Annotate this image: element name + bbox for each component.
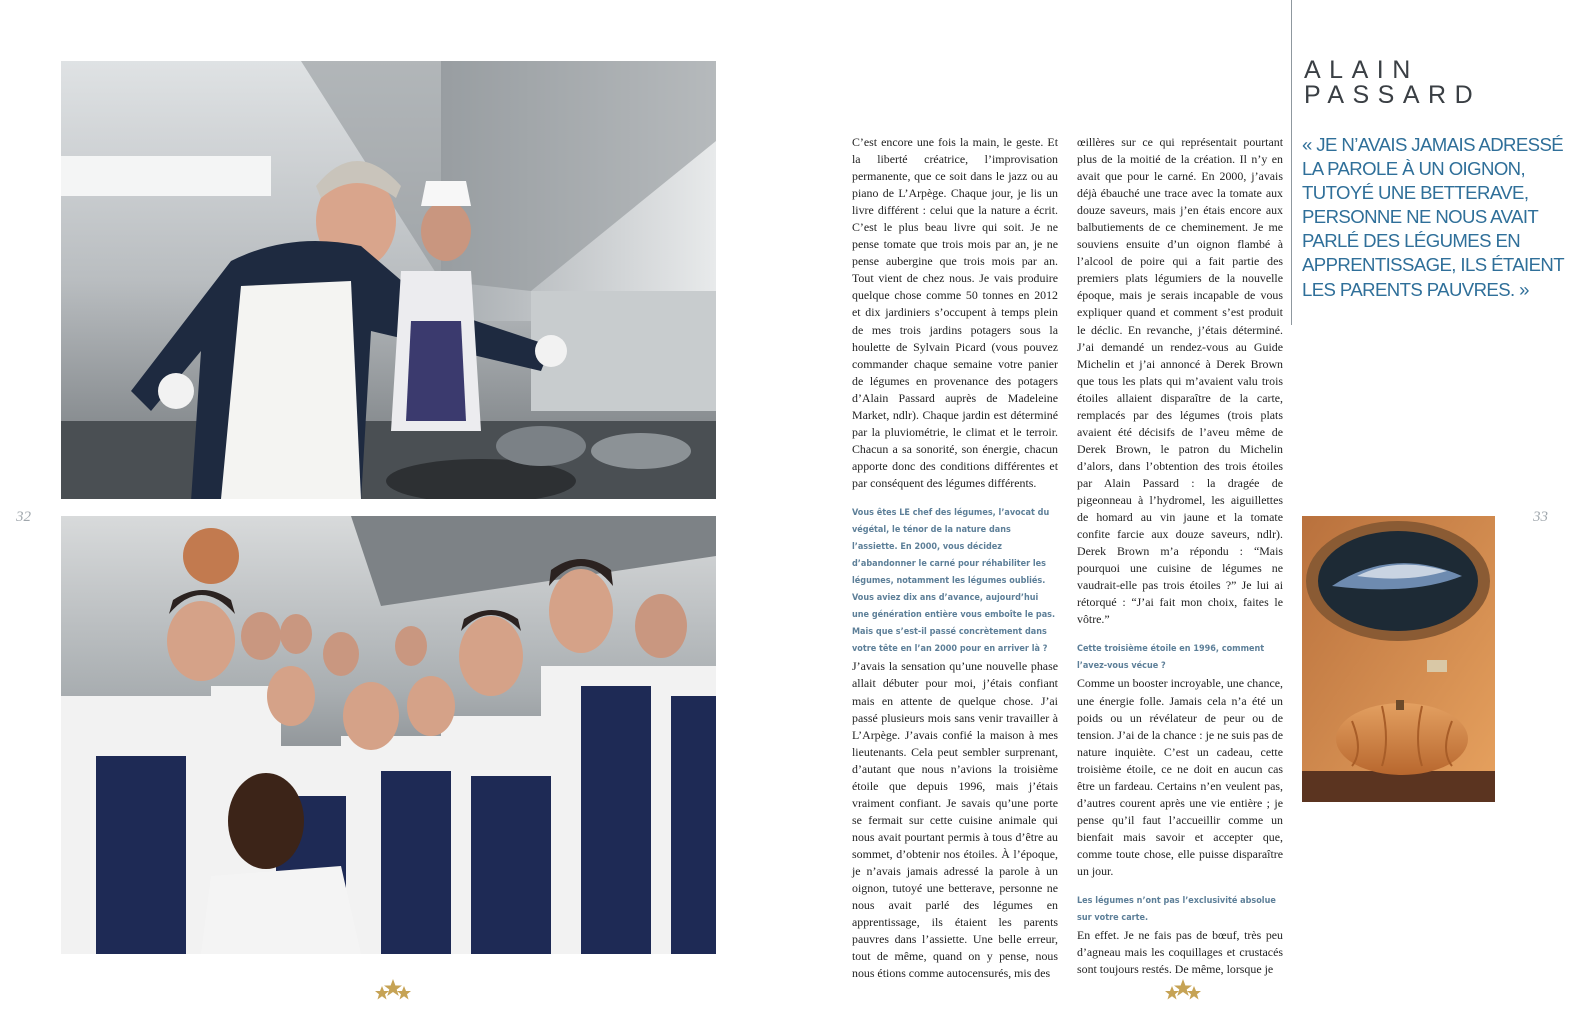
- column2-paragraph-3: En effet. Je ne fais pas de bœuf, très peu d’agneau mais les coquillages et crustacés sont toujours restés. De même, lorsque je: [1077, 928, 1283, 977]
- interview-question-1: Vous êtes LE chef des légumes, l’avocat du végétal, le ténor de la nature dans l’assiette. En 2000, vous décidez d’abandonner le carné pour réhabiliter les légumes, notamment les légumes oubliés. Vous aviez dix ans d’avance, aujourd’hui une génération entière vous emboîte le pas. Mais que s’est-il passé concrètement dans votre tête en l’an 2000 pour en arriver là ?: [852, 507, 1056, 655]
- article-column-1: [852, 134, 1058, 982]
- pumpkin-window-photo: [1302, 516, 1495, 802]
- kitchen-team-photo: [61, 516, 716, 954]
- interview-question-2: Cette troisième étoile en 1996, comment l’avez-vous vécue ?: [1077, 644, 1265, 672]
- column1-paragraph-2: J’avais la sensation qu’une nouvelle phase allait débuter pour moi, j’étais confiant mais en attente de quelque chose. J’ai passé plusieurs mois sans venir travailler à L’Arpège. J’avais confié la maison à mes lieutenants. Cela peut sembler surprenant, d’autant que nous n’avions la troisième étoile que depuis 1996, mais j’étais vraiment confiant. Je savais qu’une porte se fermait sur cette cuisine animale qui nous avait pourtant permis à tous d’être au sommet, d’obtenir nos étoiles. À l’époque, je n’avais jamais adressé la parole à un oignon, tutoyé une betterave, personne ne nous avait parlé des légumes en apprentissage, ils étaient les parents pauvres dans l’assiette. Une belle erreur, tout de même, quand on y pense, nous nous étions comme autocensurés, mis des: [852, 659, 1058, 981]
- page-number-right: 33: [1533, 509, 1548, 525]
- chef-first-name: ALAIN: [1304, 56, 1419, 84]
- chef-cooking-photo: [61, 61, 716, 499]
- pull-quote: « JE N’AVAIS JAMAIS ADRESSÉ LA PAROLE À UN OIGNON, TUTOYÉ UNE BETTERAVE, PERSONNE NE NOUS AVAIT PARLÉ DES LÉGUMES EN APPRENTISSAGE, ILS ÉTAIENT LES PARENTS PAUVRES. »: [1302, 134, 1564, 300]
- interview-question-3: Les légumes n’ont pas l’exclusivité absolue sur votre carte.: [1077, 896, 1276, 924]
- article-column-2: [1077, 134, 1283, 978]
- chef-name: [1304, 58, 1481, 108]
- page-number-left: 32: [16, 509, 31, 525]
- stars-icon-right: [1163, 978, 1203, 1002]
- column1-paragraph-1: C’est encore une fois la main, le geste. Et la liberté créatrice, l’improvisation permanente, que ce soit dans le jazz ou au piano de L’Arpège. Chaque jour, je lis un livre différent : celui que la nature a écrit. C’est le plus beau livre qui soit. Je ne pense tomate que trois mois par an, je ne pense aubergine que trois mois par an. Tout vient de chez nous. Je vais produire quelque chose comme 50 tonnes en 2012 et dix jardiniers s’occupent à temps plein de mes trois jardins potagers sous la houlette de Sylvain Picard (vous pouvez commander chaque semaine votre panier de légumes en provenance des potagers d’Alain Passard auprès de Madeleine Market, ndlr). Chaque jardin est déterminé par la pluviométrie, le climat et le terroir. Chacun a sa sonorité, son énergie, chacun apporte donc des conditions différentes et par conséquent des légumes différents.: [852, 135, 1058, 490]
- column2-paragraph-2: Comme un booster incroyable, une chance, une énergie folle. Jamais cela n’a été un poids ou un révélateur de peur ou de tension. J’ai de la chance : je ne suis pas de nature inquiète. C’est un cadeau, cette troisième étoile, ce ne doit en aucun cas être un fardeau. Certains n’en veulent pas, d’autres courent après une vie entière ; je pense qu’il faut l’accueillir comme un bienfait mais savoir et accepter que, comme toute chose, elle puisse disparaître un jour.: [1077, 676, 1283, 878]
- chef-last-name: PASSARD: [1304, 81, 1482, 109]
- header-sidebar: [1291, 0, 1570, 325]
- stars-icon-left: [373, 978, 413, 1002]
- column2-paragraph-1: œillères sur ce qui représentait pourtant plus de la moitié de la création. Il n’y en avait que pour le carné. En 2000, j’avais déjà ébauché une trace avec la tomate aux douze saveurs, mais j’en étais encore aux balbutiements de ce cheminement. Je me souviens ensuite d’un oignon flambé à l’alcool de poire qui a fait partie des premiers plats légumiers de la nouvelle époque, mais je serais incapable de vous expliquer quand et comment s’est produit le déclic. En revanche, j’étais déterminé. J’ai demandé un rendez-vous au Guide Michelin et j’ai annoncé à Derek Brown que tous les plats qui m’avaient valu trois étoiles allaient disparaître de la carte, remplacés par des légumes (trois plats avaient été décisifs de l’aveu même de Derek Brown, le patron du Michelin d’alors, dans l’obtention des trois étoiles par Alain Passard : la dragée de pigeonneau à l’hydromel, les aiguillettes de homard au vin jaune et la tomate confite farcie aux douze saveurs, ndlr). Derek Brown m’a répondu : “Mais pourquoi une cuisine de légumes ne vaudrait-elle pas trois étoiles ?” Je lui ai rétorqué : “J’ai fait mon choix, faites le vôtre.”: [1077, 135, 1283, 627]
